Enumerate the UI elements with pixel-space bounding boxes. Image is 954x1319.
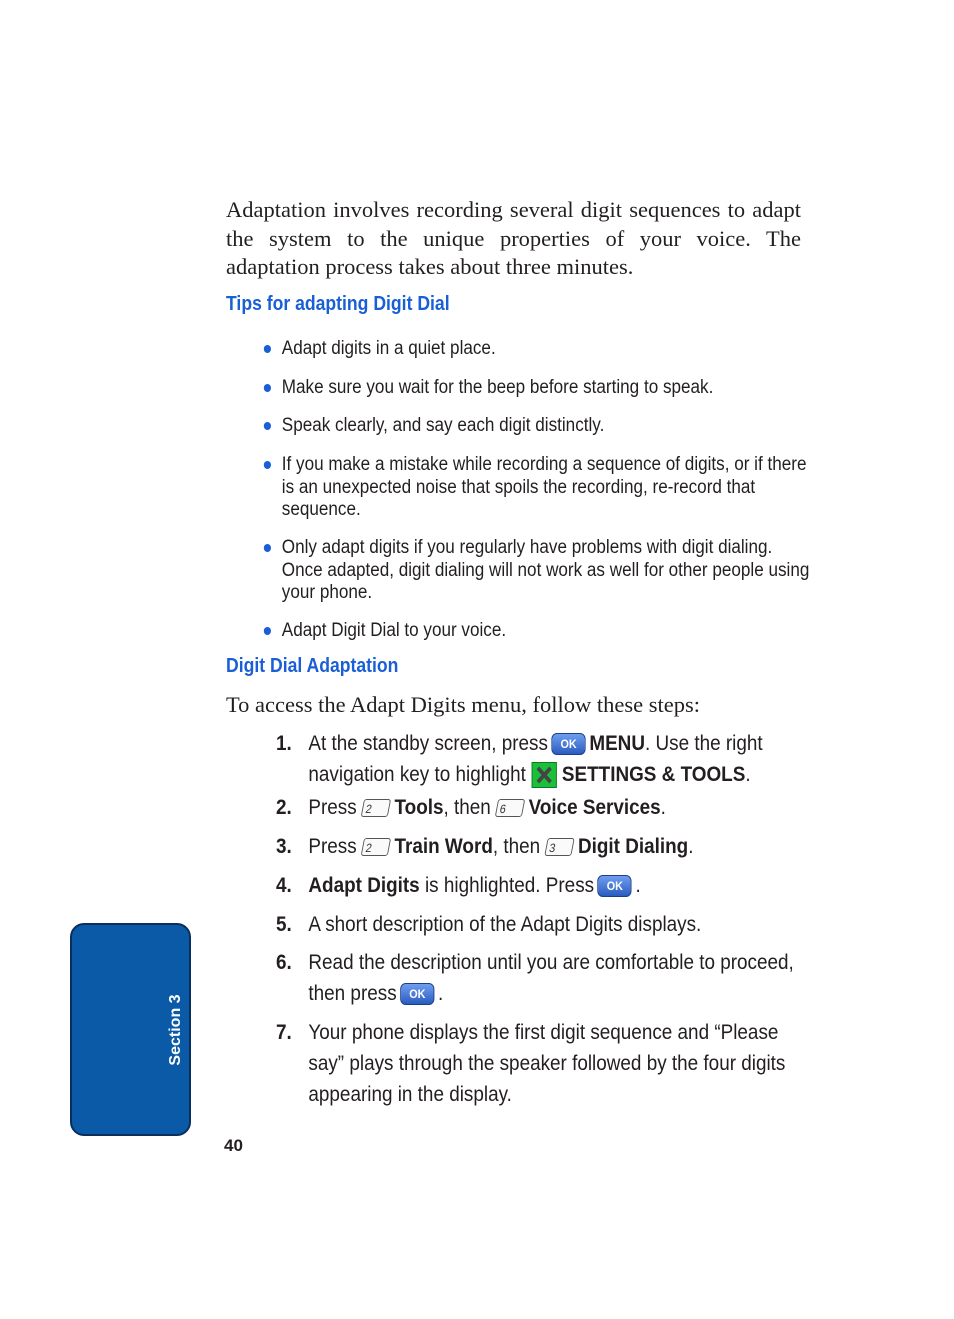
step-6: 6. Read the description until you are comfortable to proceed, then press OK . <box>276 951 794 1005</box>
section-tab-label: Section 3 <box>167 994 184 1066</box>
key-2-icon: 2 <box>360 799 390 817</box>
adaptation-heading: Digit Dial Adaptation <box>226 655 399 677</box>
key-6-icon: 6 <box>494 799 524 817</box>
page-number: 40 <box>224 1136 243 1155</box>
list-item: Speak clearly, and say each digit distinctly. <box>262 415 813 438</box>
step-2: 2. Press 2 Tools, then 6 Voice Services. <box>276 796 666 819</box>
settings-tools-icon <box>531 762 556 788</box>
step-5: 5. A short description of the Adapt Digits displays. <box>276 913 702 936</box>
list-item: If you make a mistake while recording a sequence of digits, or if there is an unexpected noise that spoils the recording, re-record that sequence. <box>262 454 813 522</box>
intro-paragraph: Adaptation involves recording several digit sequences to adapt the system to the unique properties of your voice. The adaptation process takes about three minutes. <box>226 197 801 279</box>
tips-heading: Tips for adapting Digit Dial <box>226 293 450 315</box>
key-2-icon: 2 <box>360 838 390 856</box>
bullet-icon <box>264 544 271 552</box>
step-3: 3. Press 2 Train Word, then 3 Digit Dialing. <box>276 835 694 858</box>
ok-key-icon: OK <box>598 875 632 897</box>
list-item: Make sure you wait for the beep before starting to speak. <box>262 377 813 400</box>
key-3-icon: 3 <box>544 838 574 856</box>
bullet-icon <box>264 384 271 392</box>
step-7: 7. Your phone displays the first digit sequence and “Please say” plays through the speaker followed by the four digits appearing in the display. <box>276 1021 786 1106</box>
bullet-icon <box>264 627 271 635</box>
bullet-icon <box>264 422 271 430</box>
bullet-icon <box>264 461 271 469</box>
bullet-icon <box>264 345 271 353</box>
list-item: Adapt digits in a quiet place. <box>262 338 813 361</box>
step-4: 4. Adapt Digits is highlighted. Press OK . <box>276 874 641 897</box>
list-item: Only adapt digits if you regularly have problems with digit dialing. Once adapted, digit dialing will not work as well for other people using your phone. <box>262 537 813 605</box>
ok-key-icon: OK <box>552 733 586 755</box>
ok-key-icon: OK <box>400 983 434 1005</box>
steps-intro: To access the Adapt Digits menu, follow these steps: <box>226 692 700 717</box>
list-item: Adapt Digit Dial to your voice. <box>262 620 813 643</box>
step-1: 1. At the standby screen, press OK MENU. Use the right navigation key to highlight SETTINGS & TOOLS. <box>276 728 798 790</box>
